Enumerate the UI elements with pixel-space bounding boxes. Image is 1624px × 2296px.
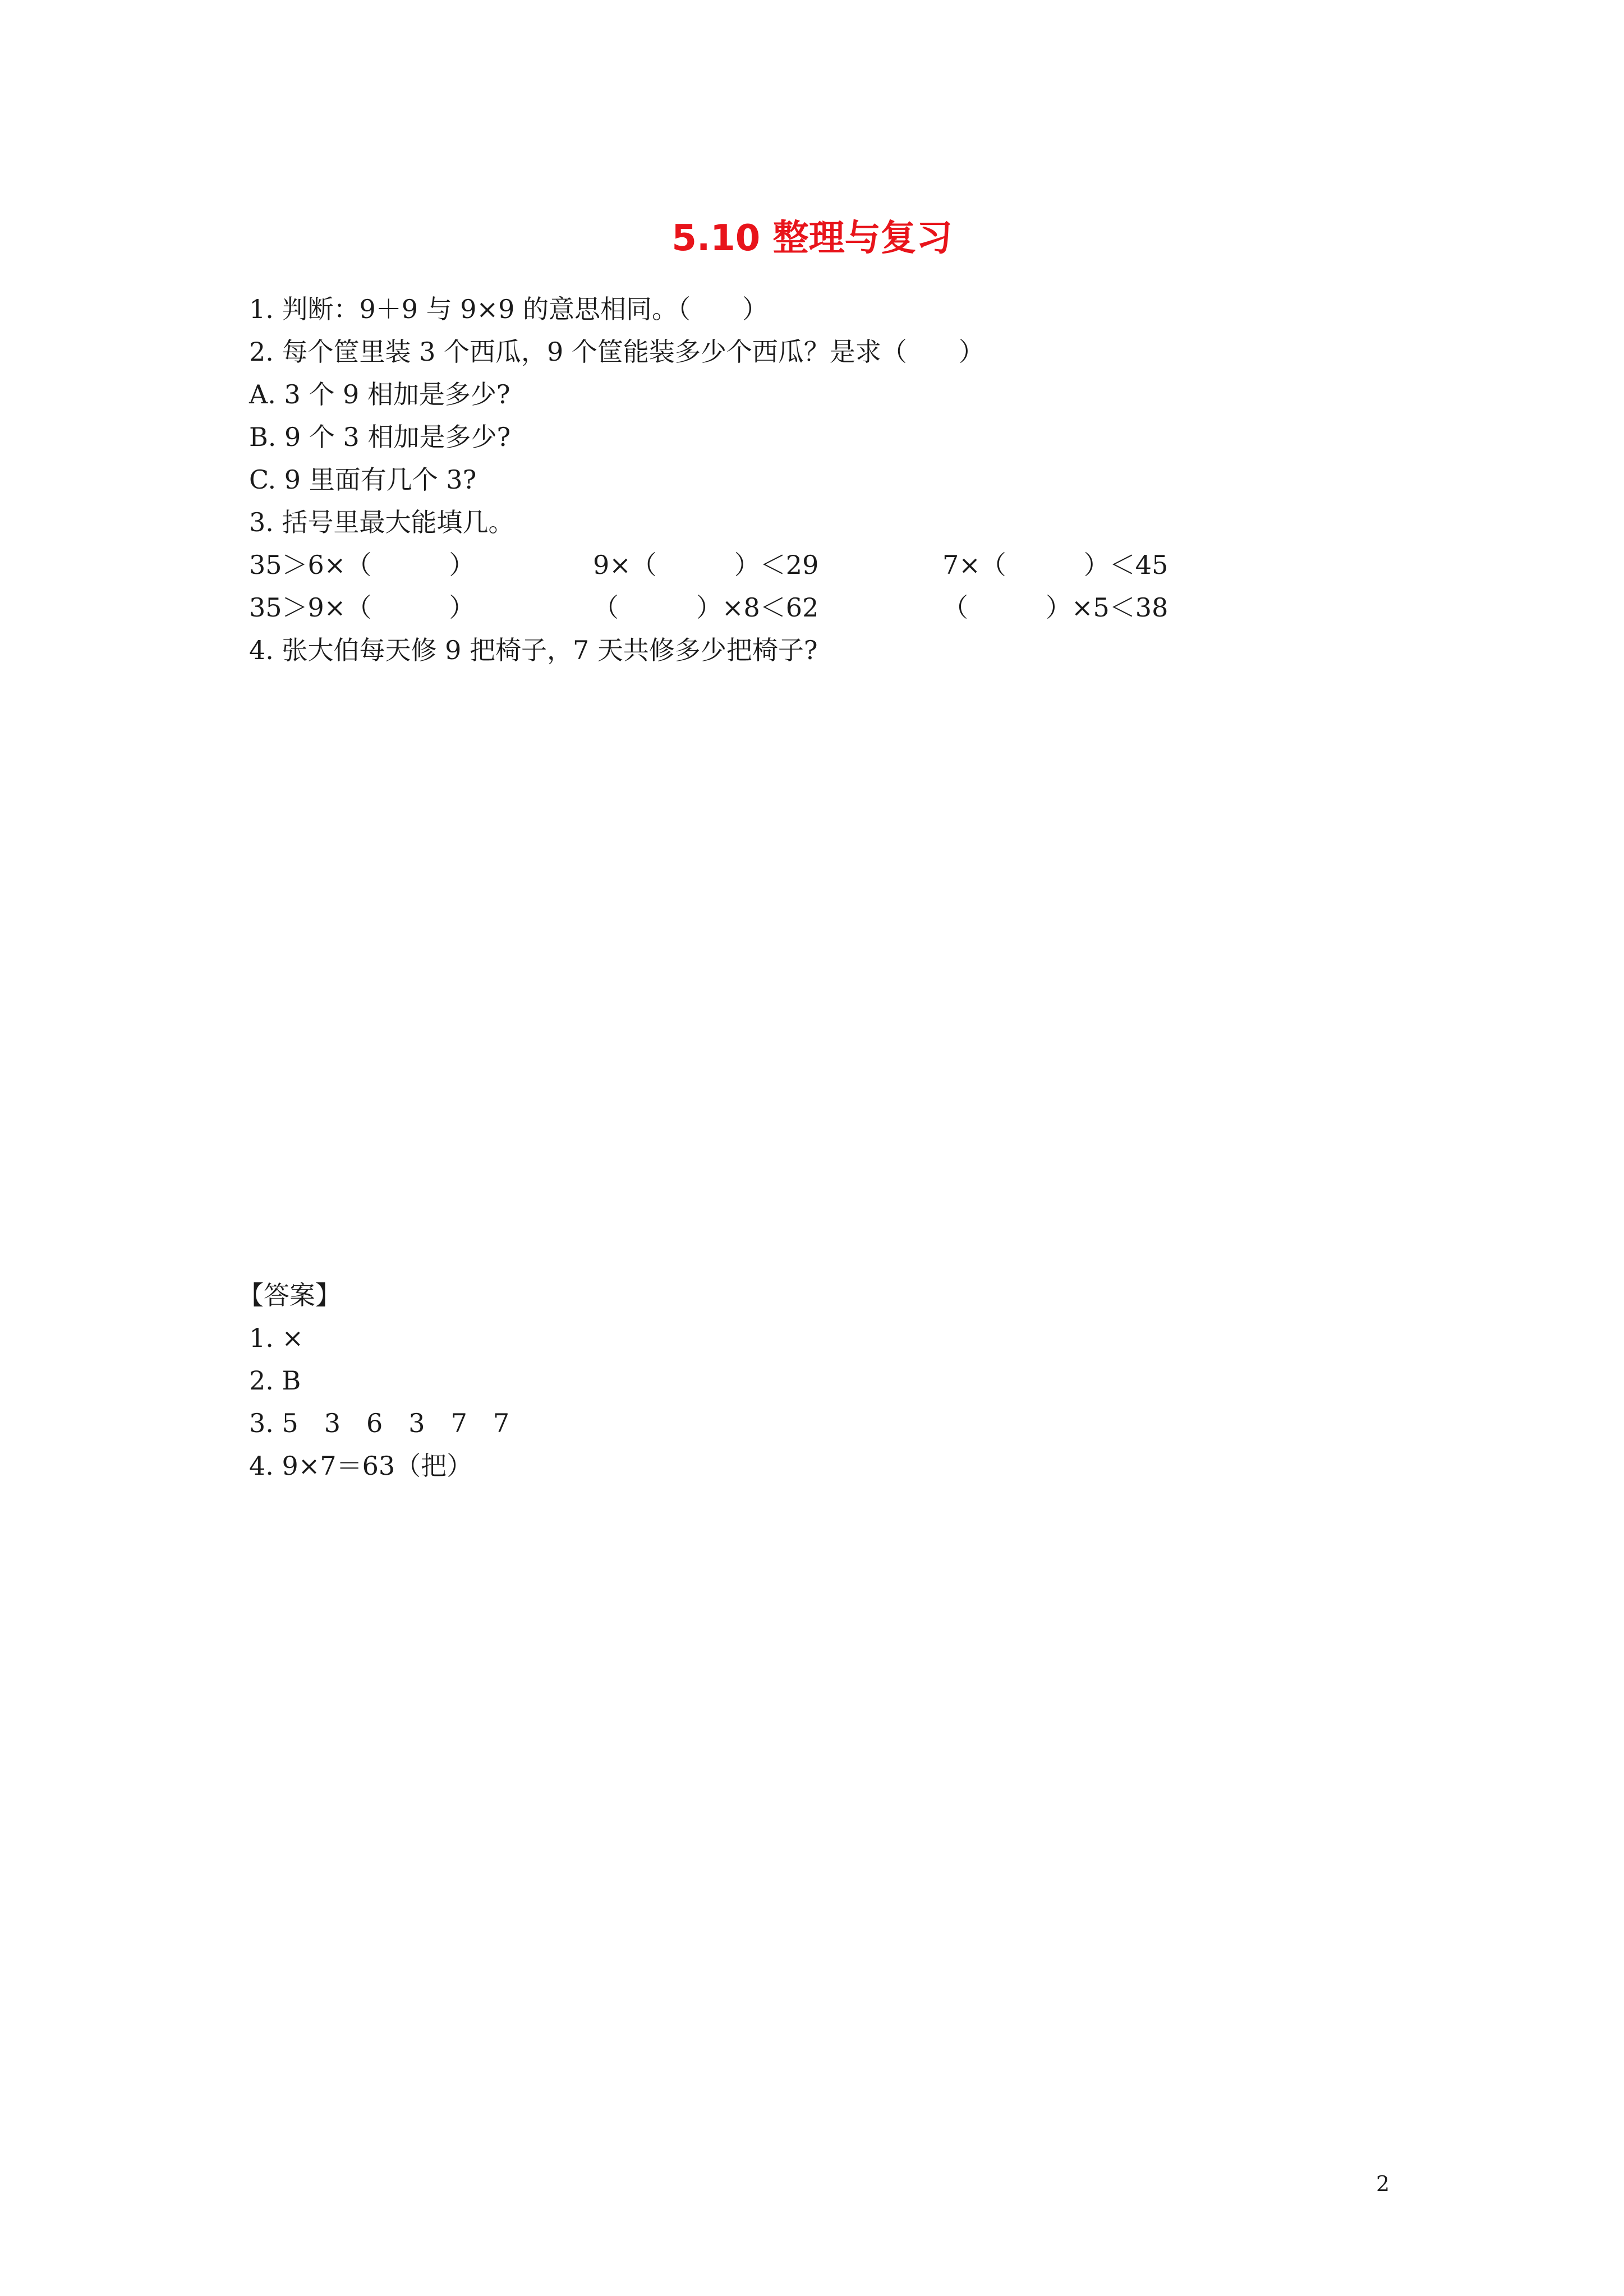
answers-heading: 【答案】: [238, 1280, 341, 1310]
question-3-item: （ ）×5＜38: [942, 592, 1168, 623]
question-4: 4. 张大伯每天修 9 把椅子，7 天共修多少把椅子?: [249, 635, 818, 665]
question-3-item: 7×（ ）＜45: [942, 550, 1168, 580]
answer-1: 1. ×: [249, 1323, 304, 1353]
page-number: 2: [1376, 2171, 1390, 2196]
answer-2: 2. B: [249, 1365, 301, 1396]
question-3-item: 35＞9×（ ）: [249, 592, 475, 623]
question-2-option-b: B. 9 个 3 相加是多少?: [249, 422, 511, 452]
question-3-item: 35＞6×（ ）: [249, 550, 475, 580]
question-3-item: 9×（ ）＜29: [593, 550, 819, 580]
answer-3: 3. 5 3 6 3 7 7: [249, 1408, 510, 1438]
question-2-option-a: A. 3 个 9 相加是多少?: [249, 379, 510, 409]
question-2-option-c: C. 9 里面有几个 3?: [249, 464, 477, 495]
question-2: 2. 每个筐里装 3 个西瓜，9 个筐能装多少个西瓜？是求（ ）: [249, 337, 984, 367]
answer-4: 4. 9×7＝63（把）: [249, 1451, 473, 1481]
question-1: 1. 判断：9＋9 与 9×9 的意思相同。（ ）: [249, 294, 768, 324]
page-title: 5.10 整理与复习: [671, 218, 953, 259]
question-3: 3. 括号里最大能填几。: [249, 507, 514, 537]
question-3-item: （ ）×8＜62: [593, 592, 819, 623]
